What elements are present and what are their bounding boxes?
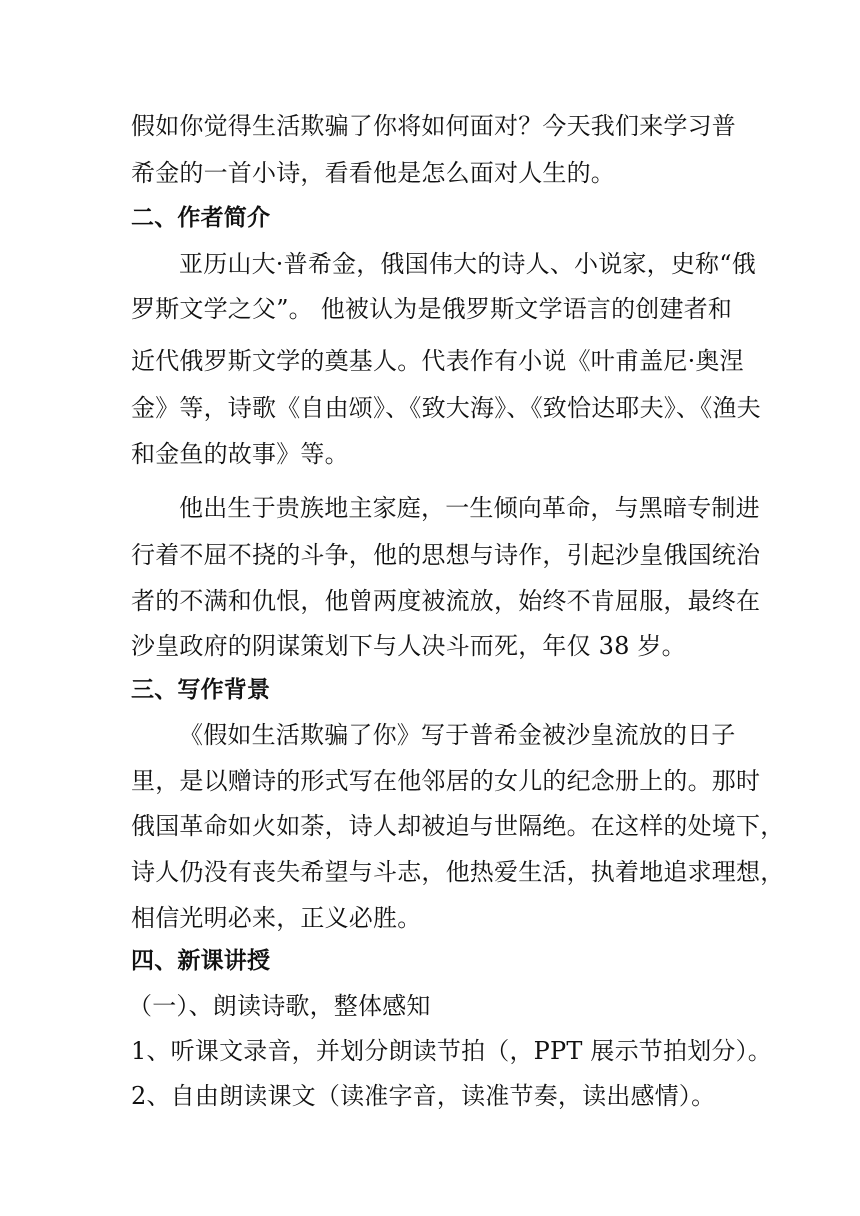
subsection-heading: （一）、朗读诗歌，整体感知 bbox=[128, 992, 431, 1020]
paragraph-line: 里，是以赠诗的形式写在他邻居的女儿的纪念册上的。那时 bbox=[131, 767, 761, 795]
paragraph-line: 相信光明必来，正义必胜。 bbox=[131, 904, 422, 932]
intro-line-2: 希金的一首小诗，看看他是怎么面对人生的。 bbox=[131, 159, 615, 187]
paragraph-line: 沙皇政府的阴谋策划下与人决斗而死，年仅 38 岁。 bbox=[131, 632, 686, 660]
paragraph-line: 近代俄罗斯文学的奠基人。代表作有小说《叶甫盖尼·奥涅 bbox=[131, 347, 744, 375]
paragraph-line: 俄国革命如火如荼，诗人却被迫与世隔绝。在这样的处境下， bbox=[131, 812, 785, 840]
paragraph-line: 者的不满和仇恨，他曾两度被流放，始终不肯屈服，最终在 bbox=[131, 587, 761, 615]
section-heading-new-lesson: 四、新课讲授 bbox=[131, 948, 271, 974]
section-heading-author: 二、作者简介 bbox=[131, 205, 271, 231]
paragraph-line: 金》等，诗歌《自由颂》、《致大海》、《致恰达耶夫》、《渔夫 bbox=[131, 394, 761, 422]
paragraph-line: 他出生于贵族地主家庭，一生倾向革命，与黑暗专制进 bbox=[179, 494, 760, 522]
paragraph-line: 罗斯文学之父”。 他被认为是俄罗斯文学语言的创建者和 bbox=[131, 295, 733, 323]
paragraph-line: 和金鱼的故事》等。 bbox=[131, 440, 349, 468]
list-item: 2、自由朗读课文（读准字音，读准节奏，读出感情）。 bbox=[131, 1082, 716, 1110]
section-heading-background: 三、写作背景 bbox=[131, 677, 271, 703]
paragraph-line: 亚历山大·普希金，俄国伟大的诗人、小说家，史称“俄 bbox=[179, 250, 756, 278]
list-item: 1、听课文录音，并划分朗读节拍（，PPT 展示节拍划分）。 bbox=[131, 1037, 773, 1065]
intro-line-1: 假如你觉得生活欺骗了你将如何面对？今天我们来学习普 bbox=[131, 112, 736, 140]
paragraph-line: 《假如生活欺骗了你》写于普希金被沙皇流放的日子 bbox=[179, 721, 736, 749]
paragraph-line: 诗人仍没有丧失希望与斗志，他热爱生活，执着地追求理想， bbox=[131, 858, 785, 886]
paragraph-line: 行着不屈不挠的斗争，他的思想与诗作，引起沙皇俄国统治 bbox=[131, 541, 761, 569]
